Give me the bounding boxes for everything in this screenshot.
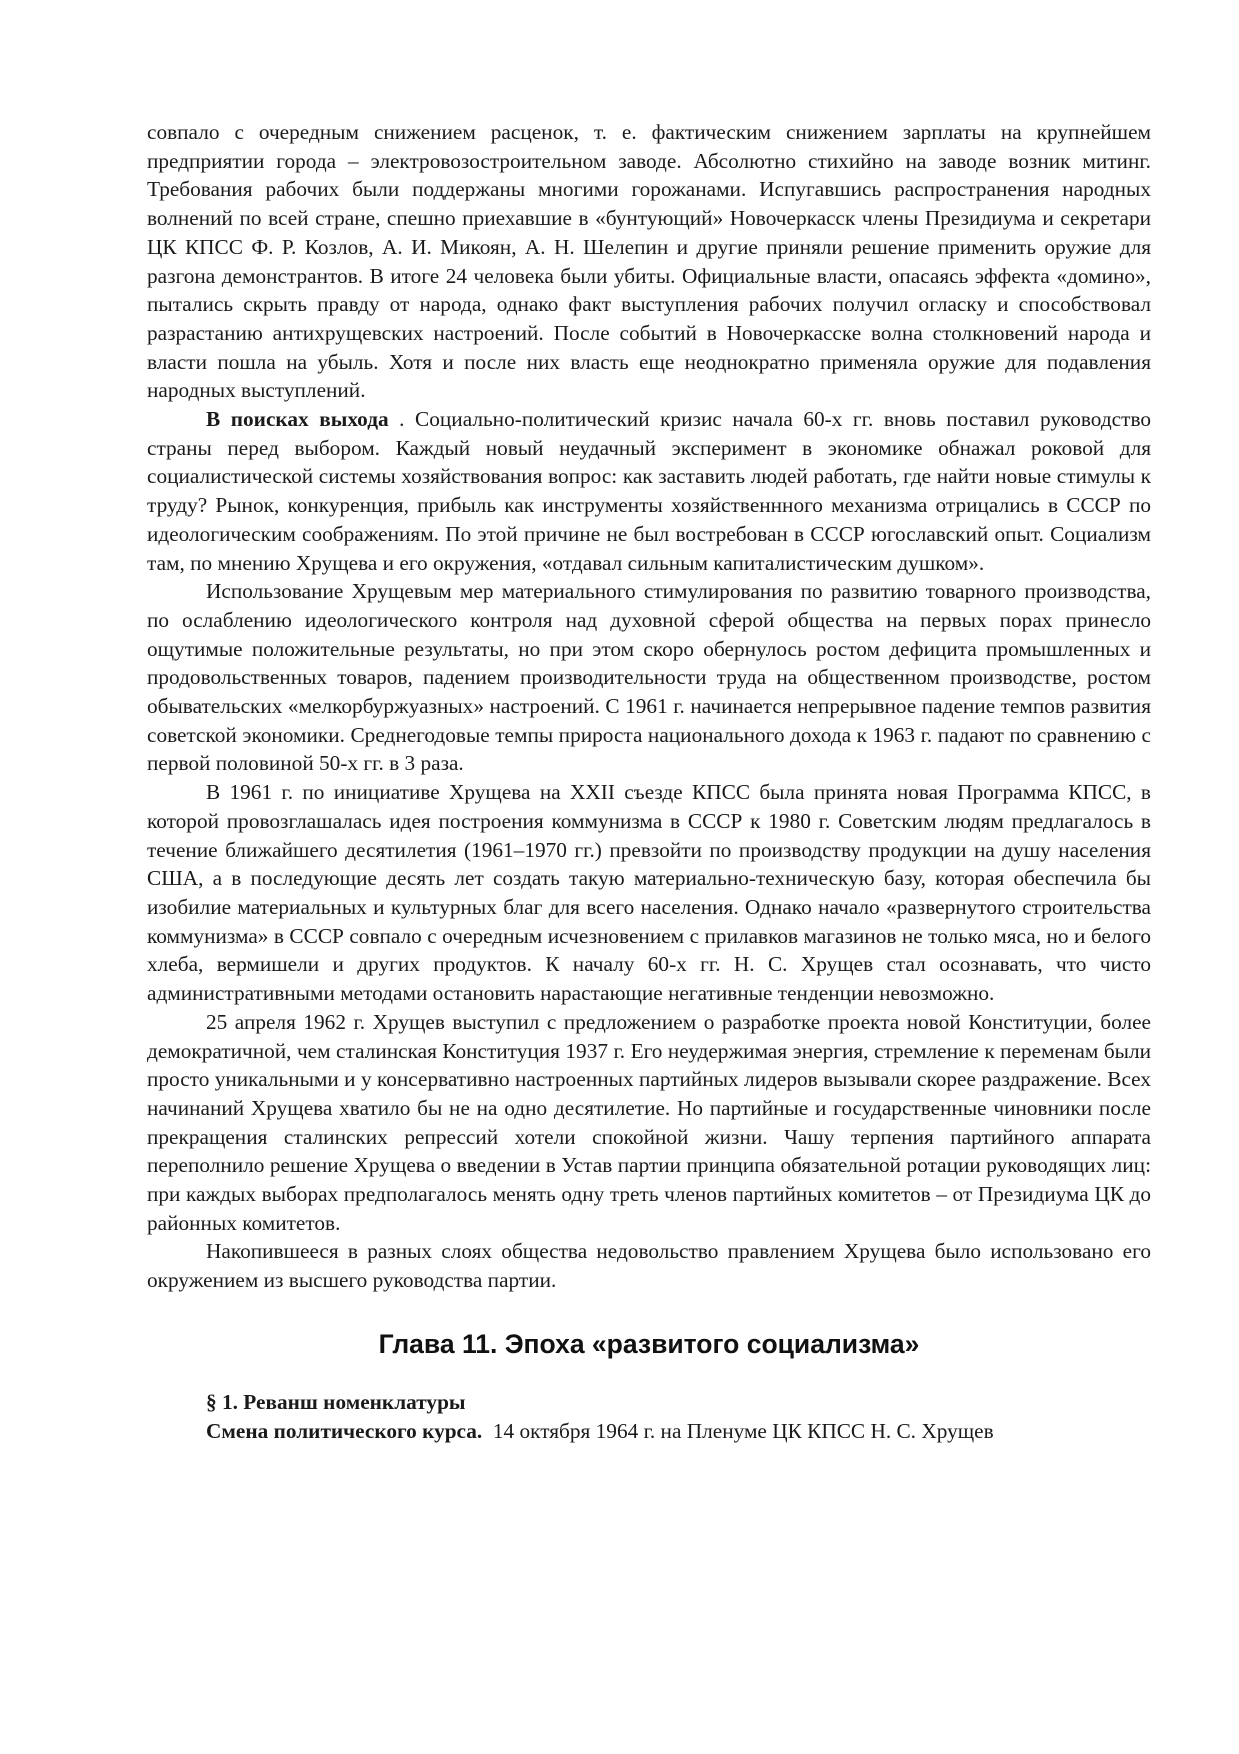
paragraph-body: . Социально-политический кризис начала 60-х гг. вновь поставил руководство страны перед выбором. Каждый новый неудачный эксперимент в экономике обнажал роковой для социалистической системы хозяйствования вопрос: как заставить людей работать, где найти новые стимулы к труду? Рынок, конкуренция, прибыль как инструменты хозяйственнного механизма отрицались в СССР по идеологическим соображениям. По этой причине не был востребован в СССР югославский опыт. Социализм там, по мнению Хрущева и его окружения, «отдавал сильным капиталистическим душком». xyxy=(147,407,1151,575)
paragraph-material-incentives: Использование Хрущевым мер материального стимулирования по развитию товарного производства, по ослаблению идеологического контроля над духовной сферой общества на первых порах принесло ощутимые положительные результаты, но при этом скоро обернулось ростом дефицита промышленных и продовольственных товаров, падением производительности труда на общественном производстве, ростом обывательских «мелкорбуржуазных» настроений. С 1961 г. начинается непрерывное падение темпов развития советской экономики. Среднегодовые темпы прироста национального дохода к 1963 г. падают по сравнению с первой половиной 50-х гг. в 3 раза. xyxy=(147,579,1151,776)
paragraph-run-in-heading: В поисках выхода xyxy=(206,407,389,432)
paragraph-search-for-exit xyxy=(147,405,1151,577)
paragraph-policy-change xyxy=(147,1417,1151,1446)
section-title: § 1. Реванш номенклатуры xyxy=(206,1389,466,1414)
paragraph-discontent: Накопившееся в разных слоях общества недовольство правлением Хрущева было использовано его окружением из высшего руководства партии. xyxy=(147,1239,1151,1293)
document-page xyxy=(147,118,1151,1445)
paragraph-constitution: 25 апреля 1962 г. Хрущев выступил с предложением о разработке проекта новой Конституции, более демократичной, чем сталинская Конституция 1937 г. Его неудержимая энергия, стремление к переменам были просто уникальными и у консервативно настроенных партийных лидеров вызывали скорее раздражение. Всех начинаний Хрущева хватило бы не на одно десятилетие. Но партийные и государственные чиновники после прекращения сталинских репрессий хотели спокойной жизни. Чашу терпения партийного аппарата переполнило решение Хрущева о введении в Устав партии принципа обязательной ротации руководящих лиц: при каждых выборах предполагалось менять одну треть членов партийных комитетов – от Президиума ЦК до районных комитетов. xyxy=(147,1009,1151,1235)
paragraph-novocherkassk: совпало с очередным снижением расценок, т. е. фактическим снижением зарплаты на крупнейшем предприятии города – электровозостроительном заводе. Абсолютно стихийно на заводе возник митинг. Требования рабочих были поддержаны многими горожанами. Испугавшись распространения народных волнений по всей стране, спешно приехавшие в «бунтующий» Новочеркасск члены Президиума и секретари ЦК КПСС Ф. Р. Козлов, А. И. Микоян, А. Н. Шелепин и другие приняли решение применить оружие для разгона демонстрантов. В итоге 24 человека были убиты. Официальные власти, опасаясь эффекта «домино», пытались скрыть правду от народа, однако факт выступления рабочих получил огласку и способствовал разрастанию антихрущевских настроений. После событий в Новочеркасске волна столкновений народа и власти пошла на убыль. Хотя и после них власть еще неоднократно применяла оружие для подавления народных выступлений. xyxy=(147,120,1151,403)
chapter-title: Глава 11. Эпоха «развитого социализма» xyxy=(378,1328,920,1359)
paragraph-body: 14 октября 1964 г. на Пленуме ЦК КПСС Н. С. Хрущев xyxy=(482,1418,994,1443)
paragraph-party-program: В 1961 г. по инициативе Хрущева на XXII съезде КПСС была принята новая Программа КПСС, в которой провозглашалась идея построения коммунизма в СССР к 1980 г. Советским людям предлагалось в течение ближайшего десятилетия (1961–1970 гг.) превзойти по производству продукции на душу населения США, а в последующие десять лет создать такую материально-техническую базу, которая обеспечила бы изобилие материальных и культурных благ для всего населения. Однако начало «развернутого строительства коммунизма» в СССР совпало с очередным исчезновением с прилавков магазинов не только мяса, но и белого хлеба, вермишели и других продуктов. К началу 60-х гг. Н. С. Хрущев стал осознавать, что чисто административными методами остановить нарастающие негативные тенденции невозможно. xyxy=(147,780,1151,1006)
paragraph-run-in-heading: Смена политического курса. xyxy=(206,1418,483,1443)
